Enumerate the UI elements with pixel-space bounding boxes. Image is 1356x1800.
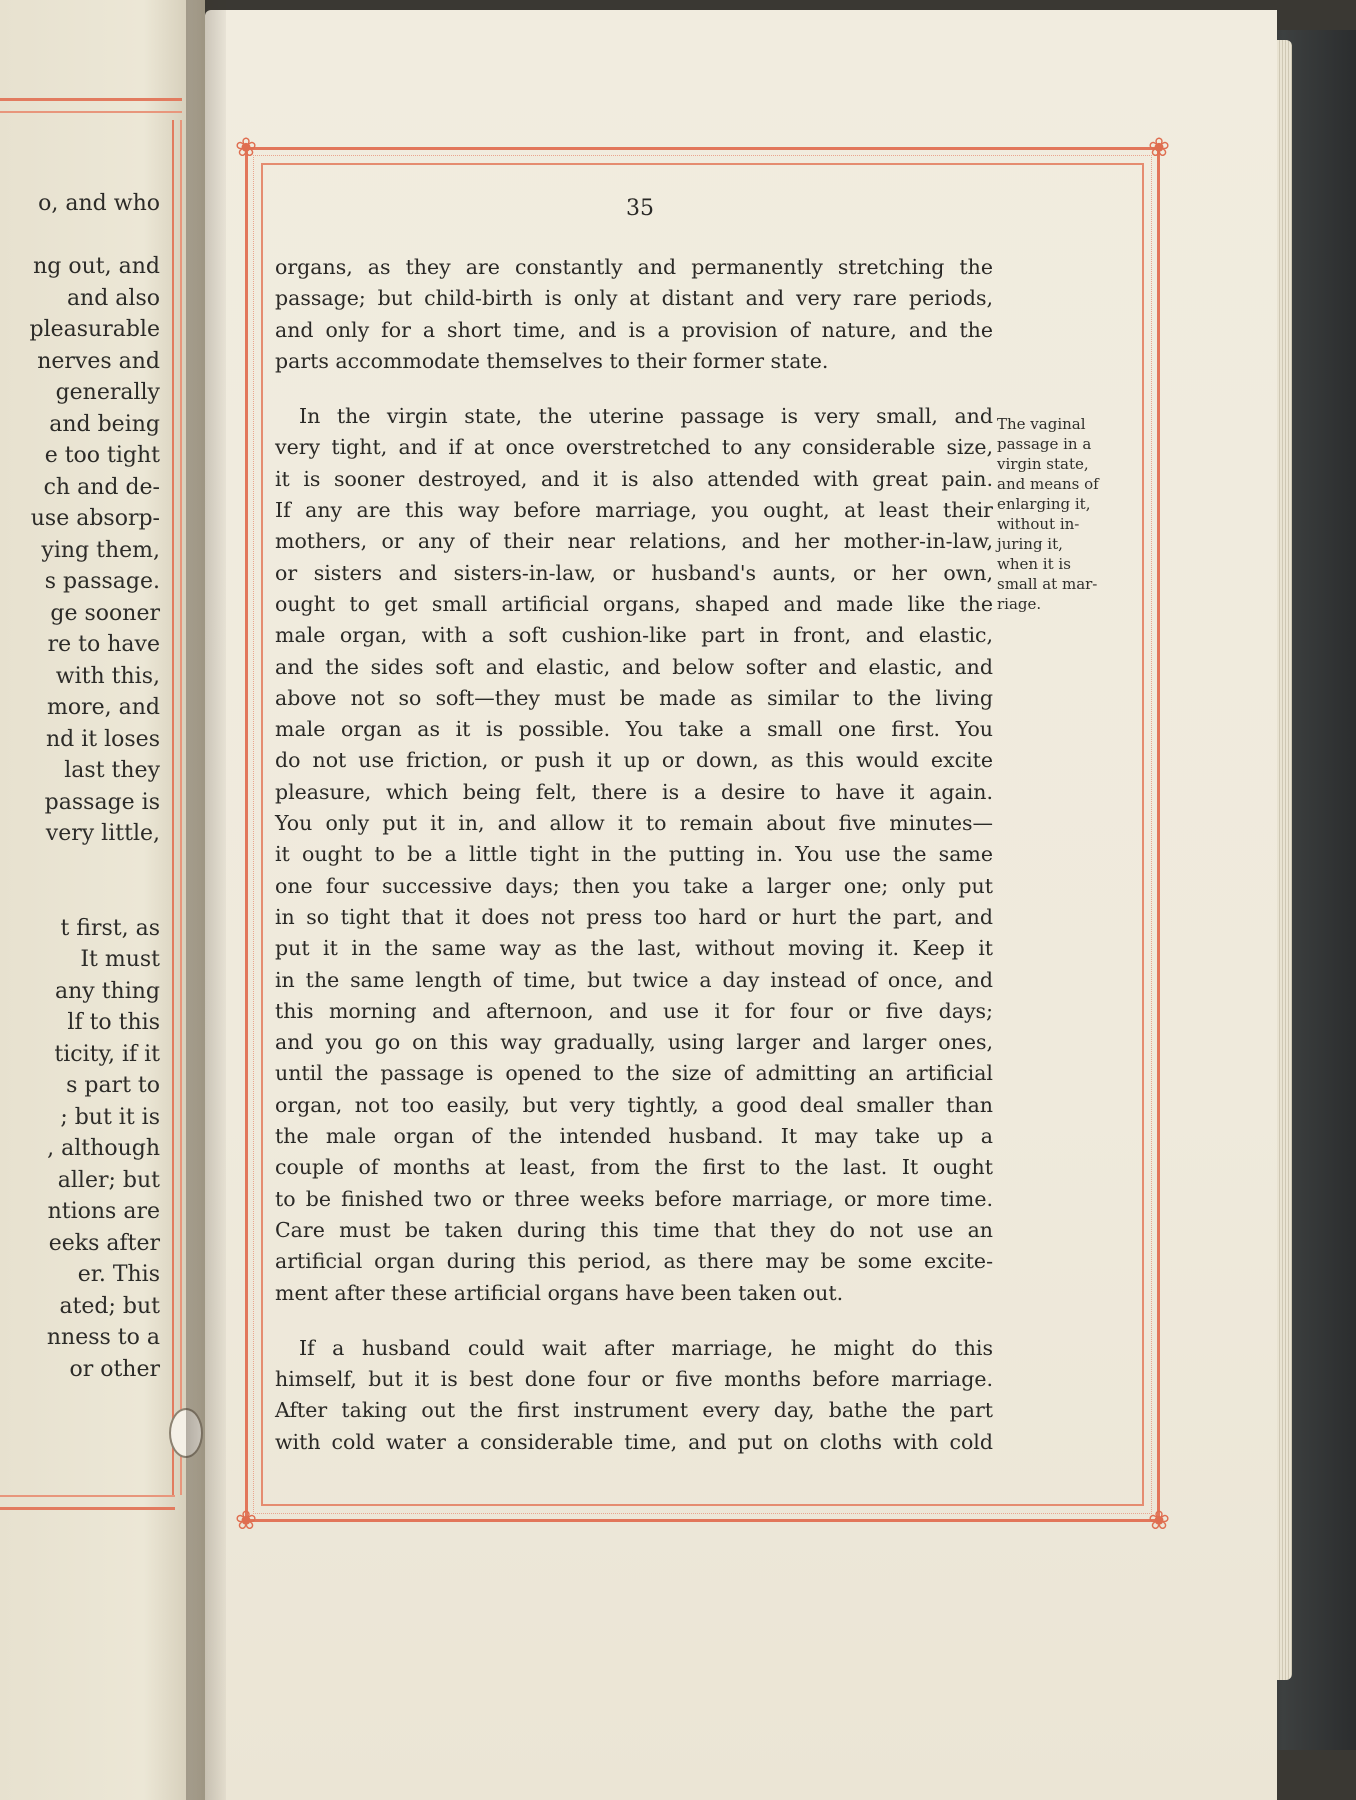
- left-text-line: and being: [49, 411, 160, 437]
- text-line: pleasure, which being felt, there is a desire to have it again.: [275, 779, 993, 804]
- text-line: very tight, and if at once overstretched to any considerable size,: [275, 435, 993, 460]
- left-text-line: ying them,: [41, 537, 160, 563]
- text-line: and the sides soft and elastic, and below softer and elastic, and: [275, 654, 993, 679]
- left-text-line: eeks after: [48, 1230, 160, 1256]
- left-text-line: nness to a: [46, 1325, 160, 1350]
- text-line: one four successive days; then you take a larger one; only put: [275, 873, 993, 898]
- text-line: artificial organ during this period, as there may be some excite-: [275, 1249, 993, 1274]
- left-text-line: re to have: [47, 632, 160, 657]
- margin-note-line: enlarging it,: [997, 495, 1091, 513]
- left-text-line: ticity, if it: [54, 1041, 160, 1067]
- left-text-line: [0, 220, 160, 252]
- left-text-line: pleasurable: [29, 317, 160, 342]
- margin-note-line: small at mar-: [997, 575, 1098, 593]
- left-text-line: ng out, and: [33, 254, 160, 279]
- left-text-line: generally: [55, 380, 160, 405]
- text-line: passage; but child-birth is only at distant and very rare periods,: [275, 286, 993, 311]
- left-text-line: t first, as: [60, 915, 160, 941]
- left-text-line: [0, 850, 160, 882]
- left-page: [0, 0, 205, 1800]
- paragraph-2: [275, 401, 993, 1309]
- text-line: it ought to be a little tight in the putting in. You use the same: [275, 842, 993, 867]
- text-line: in so tight that it does not press too hard or hurt the part, and: [275, 904, 993, 929]
- corner-ornament-icon: ❀: [235, 133, 257, 163]
- left-page-text: [0, 188, 160, 1385]
- left-text-line: ge sooner: [50, 600, 160, 626]
- page-body-text: [275, 252, 993, 1458]
- paragraph-3: [275, 1333, 993, 1458]
- left-text-line: or other: [69, 1356, 160, 1382]
- left-text-line: very little,: [45, 821, 160, 846]
- margin-note-line: passage in a: [997, 435, 1092, 453]
- left-text-line: lf to this: [67, 1010, 160, 1035]
- left-page-border-bottom: [0, 1495, 175, 1510]
- margin-note-line: riage.: [997, 595, 1042, 613]
- left-text-line: last they: [64, 758, 160, 783]
- text-line: Care must be taken during this time that they do not use an: [275, 1217, 993, 1242]
- text-line: this morning and afternoon, and use it for four or five days;: [275, 998, 993, 1023]
- text-line: in the same length of time, but twice a day instead of once, and: [275, 967, 993, 992]
- left-text-line: nerves and: [37, 348, 160, 374]
- left-text-line: ; but it is: [60, 1104, 160, 1130]
- left-text-line: passage is: [44, 789, 160, 815]
- text-line: You only put it in, and allow it to remain about five minutes—: [275, 811, 993, 836]
- left-text-line: with this,: [55, 663, 160, 689]
- left-text-line: er. This: [77, 1262, 160, 1287]
- text-line: himself, but it is best done four or five months before marriage.: [275, 1367, 993, 1392]
- left-text-line: nd it loses: [46, 726, 160, 752]
- left-text-line: , although: [47, 1136, 160, 1161]
- margin-note-line: when it is: [997, 555, 1071, 573]
- text-line: male organ, with a soft cushion-like part in front, and elastic,: [275, 623, 993, 648]
- text-line: and you go on this way gradually, using larger and larger ones,: [275, 1030, 993, 1055]
- paragraph-1: [275, 252, 993, 377]
- margin-note-line: The vaginal: [997, 415, 1086, 433]
- text-line: until the passage is opened to the size of admitting an artificial: [275, 1061, 993, 1086]
- left-page-border-side: [172, 120, 182, 1495]
- text-line: male organ as it is possible. You take a small one first. You: [275, 717, 993, 742]
- text-line: parts accommodate themselves to their former state.: [275, 348, 829, 373]
- left-text-line: ch and de-: [43, 474, 160, 500]
- text-line: and only for a short time, and is a provision of nature, and the: [275, 317, 993, 342]
- margin-note-line: without in-: [997, 515, 1080, 533]
- text-line: organ, not too easily, but very tightly, a good deal smaller than: [275, 1092, 993, 1117]
- left-text-line: aller; but: [57, 1167, 160, 1193]
- left-text-line: any thing: [54, 978, 160, 1004]
- corner-ornament-icon: ❀: [1148, 1506, 1170, 1536]
- left-page-border-top: [0, 98, 182, 113]
- corner-ornament-icon: ❀: [235, 1506, 257, 1536]
- text-line: above not so soft—they must be made as similar to the living: [275, 685, 993, 710]
- text-line: ment after these artificial organs have been taken out.: [275, 1280, 844, 1305]
- text-line: In the virgin state, the uterine passage is very small, and: [299, 404, 993, 429]
- page-number: 35: [626, 196, 654, 221]
- left-text-line: ated; but: [59, 1293, 160, 1319]
- left-text-line: [0, 881, 160, 913]
- text-line: ought to get small artificial organs, shaped and made like the: [275, 591, 993, 616]
- text-line: put it in the same way as the last, without moving it. Keep it: [275, 936, 993, 961]
- left-text-line: s part to: [66, 1073, 160, 1098]
- margin-note-line: and means of: [997, 475, 1099, 493]
- book-gutter: [186, 0, 226, 1800]
- left-text-line: ntions are: [47, 1199, 160, 1224]
- text-line: it is sooner destroyed, and it is also attended with great pain.: [275, 466, 993, 491]
- left-text-line: use absorp-: [30, 506, 160, 531]
- left-text-line: and also: [66, 285, 160, 311]
- text-line: couple of months at least, from the first to the last. It ought: [275, 1155, 993, 1180]
- left-text-line: o, and who: [38, 191, 160, 216]
- text-line: organs, as they are constantly and permanently stretching the: [275, 255, 993, 279]
- left-text-line: s passage.: [44, 569, 160, 594]
- text-line: If any are this way before marriage, you ought, at least their: [275, 498, 993, 523]
- text-line: do not use friction, or push it up or down, as this would excite: [275, 748, 993, 773]
- left-text-line: It must: [80, 947, 160, 972]
- corner-ornament-icon: ❀: [1148, 133, 1170, 163]
- left-text-line: e too tight: [44, 443, 160, 468]
- margin-note-line: virgin state,: [997, 455, 1089, 473]
- text-line: mothers, or any of their near relations, and her mother-in-law,: [275, 529, 993, 554]
- text-line: After taking out the first instrument every day, bathe the part: [275, 1398, 993, 1423]
- text-line: or sisters and sisters-in-law, or husband's aunts, or her own,: [275, 560, 993, 585]
- left-text-line: more, and: [47, 695, 160, 720]
- text-line: If a husband could wait after marriage, he might do this: [299, 1335, 993, 1360]
- text-line: to be finished two or three weeks before marriage, or more time.: [275, 1186, 993, 1211]
- text-line: with cold water a considerable time, and put on cloths with cold: [275, 1429, 993, 1454]
- text-line: the male organ of the intended husband. It may take up a: [275, 1124, 993, 1149]
- margin-note: [997, 414, 1127, 614]
- margin-note-line: juring it,: [997, 535, 1063, 553]
